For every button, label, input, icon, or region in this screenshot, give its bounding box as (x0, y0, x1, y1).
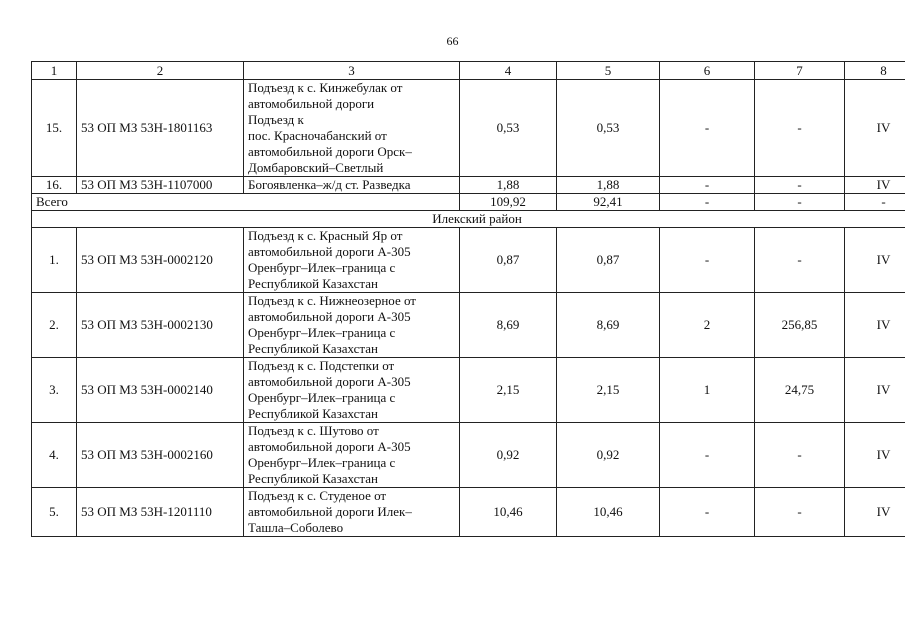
description-line: пос. Красночабанский от (248, 128, 387, 143)
value-cell-c6: 2 (660, 293, 755, 358)
value-cell-c4: 0,53 (460, 80, 557, 177)
value-cell-c8: IV (845, 423, 905, 488)
description-line: автомобильной дороги Орск– (248, 144, 412, 159)
value-cell-c8: IV (845, 293, 905, 358)
value-cell-c6: - (660, 423, 755, 488)
description-line: Подъезд к с. Красный Яр от (248, 228, 403, 243)
value-cell-c6: - (660, 177, 755, 194)
column-header: 8 (845, 62, 905, 80)
value-cell-c7: - (755, 80, 845, 177)
total-value-c5: 92,41 (557, 194, 660, 211)
table-row (32, 358, 905, 423)
column-header: 1 (32, 62, 77, 80)
road-description (244, 488, 460, 537)
column-header: 6 (660, 62, 755, 80)
value-cell-c8: IV (845, 358, 905, 423)
value-cell-c5: 8,69 (557, 293, 660, 358)
description-line: Оренбург–Илек–граница с (248, 390, 396, 405)
value-cell-c7: - (755, 177, 845, 194)
description-line: автомобильной дороги Илек– (248, 504, 412, 519)
description-line: Республикой Казахстан (248, 276, 378, 291)
description-line: Республикой Казахстан (248, 471, 378, 486)
value-cell-c4: 0,92 (460, 423, 557, 488)
table-row (32, 80, 905, 177)
row-number: 1. (32, 228, 77, 293)
table-row (32, 423, 905, 488)
column-number-row (32, 62, 905, 80)
column-header: 5 (557, 62, 660, 80)
row-number: 15. (32, 80, 77, 177)
value-cell-c5: 0,53 (557, 80, 660, 177)
value-cell-c4: 1,88 (460, 177, 557, 194)
road-code: 53 ОП МЗ 53Н-0002140 (77, 358, 244, 423)
value-cell-c8: IV (845, 177, 905, 194)
description-line: автомобильной дороги А-305 (248, 309, 411, 324)
road-code: 53 ОП МЗ 53Н-0002160 (77, 423, 244, 488)
value-cell-c4: 10,46 (460, 488, 557, 537)
total-label: Всего (32, 194, 460, 211)
value-cell-c8: IV (845, 488, 905, 537)
column-header: 4 (460, 62, 557, 80)
table-row (32, 293, 905, 358)
table-row (32, 488, 905, 537)
description-line: Республикой Казахстан (248, 341, 378, 356)
value-cell-c7: 24,75 (755, 358, 845, 423)
description-line: автомобильной дороги А-305 (248, 439, 411, 454)
row-number: 5. (32, 488, 77, 537)
value-cell-c5: 2,15 (557, 358, 660, 423)
table-row (32, 228, 905, 293)
description-line: Подъезд к (248, 112, 304, 127)
road-description (244, 293, 460, 358)
value-cell-c6: - (660, 488, 755, 537)
description-line: Оренбург–Илек–граница с (248, 260, 396, 275)
value-cell-c7: 256,85 (755, 293, 845, 358)
description-line: Подъезд к с. Подстепки от (248, 358, 395, 373)
description-line: Домбаровский–Светлый (248, 160, 384, 175)
value-cell-c4: 2,15 (460, 358, 557, 423)
description-line: Богоявленка–ж/д ст. Разведка (248, 177, 411, 192)
value-cell-c8: IV (845, 228, 905, 293)
row-number: 3. (32, 358, 77, 423)
road-code: 53 ОП МЗ 53Н-1801163 (77, 80, 244, 177)
description-line: Подъезд к с. Кинжебулак от (248, 80, 403, 95)
row-number: 4. (32, 423, 77, 488)
road-code: 53 ОП МЗ 53Н-1107000 (77, 177, 244, 194)
total-value-c7: - (755, 194, 845, 211)
district-row (32, 211, 905, 228)
table-body (32, 62, 905, 537)
total-row (32, 194, 905, 211)
value-cell-c7: - (755, 228, 845, 293)
description-line: Подъезд к с. Студеное от (248, 488, 387, 503)
column-header: 7 (755, 62, 845, 80)
total-value-c4: 109,92 (460, 194, 557, 211)
column-header: 2 (77, 62, 244, 80)
description-line: Республикой Казахстан (248, 406, 378, 421)
district-title: Илекский район (32, 211, 905, 228)
road-description (244, 177, 460, 194)
road-code: 53 ОП МЗ 53Н-0002130 (77, 293, 244, 358)
road-description (244, 228, 460, 293)
description-line: Подъезд к с. Нижнеозерное от (248, 293, 416, 308)
description-line: Оренбург–Илек–граница с (248, 325, 396, 340)
description-line: автомобильной дороги (248, 96, 375, 111)
description-line: автомобильной дороги А-305 (248, 374, 411, 389)
value-cell-c6: - (660, 228, 755, 293)
total-value-c8: - (845, 194, 905, 211)
description-line: Ташла–Соболево (248, 520, 344, 535)
value-cell-c4: 0,87 (460, 228, 557, 293)
value-cell-c6: 1 (660, 358, 755, 423)
value-cell-c5: 10,46 (557, 488, 660, 537)
row-number: 2. (32, 293, 77, 358)
value-cell-c5: 0,87 (557, 228, 660, 293)
roads-table (31, 61, 905, 537)
value-cell-c7: - (755, 423, 845, 488)
road-description (244, 358, 460, 423)
road-description (244, 80, 460, 177)
road-code: 53 ОП МЗ 53Н-0002120 (77, 228, 244, 293)
value-cell-c7: - (755, 488, 845, 537)
value-cell-c4: 8,69 (460, 293, 557, 358)
table-row (32, 177, 905, 194)
value-cell-c5: 1,88 (557, 177, 660, 194)
value-cell-c6: - (660, 80, 755, 177)
value-cell-c5: 0,92 (557, 423, 660, 488)
description-line: Оренбург–Илек–граница с (248, 455, 396, 470)
total-value-c6: - (660, 194, 755, 211)
value-cell-c8: IV (845, 80, 905, 177)
road-code: 53 ОП МЗ 53Н-1201110 (77, 488, 244, 537)
road-description (244, 423, 460, 488)
row-number: 16. (32, 177, 77, 194)
page-number: 66 (446, 34, 459, 48)
column-header: 3 (244, 62, 460, 80)
description-line: Подъезд к с. Шутово от (248, 423, 379, 438)
description-line: автомобильной дороги А-305 (248, 244, 411, 259)
